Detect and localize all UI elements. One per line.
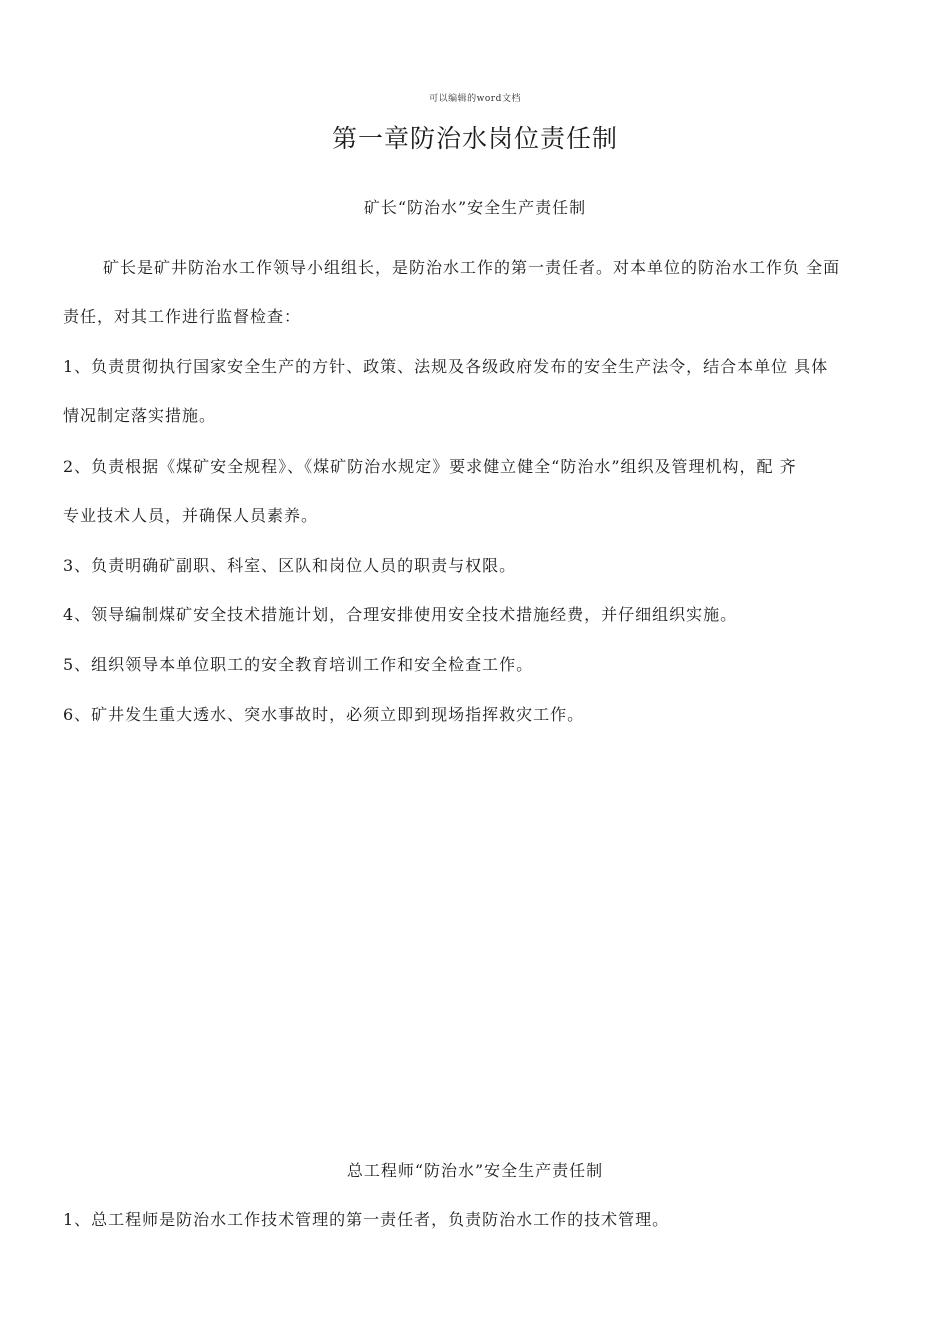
intro-paragraph-line: 责任，对其工作进行监督检查： [63, 307, 302, 326]
duty-item-1-line: 情况制定落实措施。 [63, 406, 217, 425]
duty-item-5: 5、组织领导本单位职工的安全教育培训工作和安全检查工作。 [63, 655, 534, 674]
duty-item-2-line: 专业技术人员，并确保人员素养。 [63, 506, 319, 525]
intro-paragraph-line: 矿长是矿井防治水工作领导小组组长，是防治水工作的第一责任者。对本单位的防治水工作负 全面 [103, 258, 841, 277]
duty-item-2-line: 2、负责根据《煤矿安全规程》、《煤矿防治水规定》要求健立健全“防治水”组织及管理机构，配 齐 [63, 457, 797, 476]
header-note: 可以编辑的word文档 [429, 94, 521, 104]
duty-item-1-line: 1、负责贯彻执行国家安全生产的方针、政策、法规及各级政府发布的安全生产法令，结合本单位 具体 [63, 357, 829, 376]
section-title-chief-engineer: 总工程师“防治水”安全生产责任制 [346, 1161, 604, 1180]
duty-item-6: 6、矿井发生重大透水、突水事故时，必须立即到现场指挥救灾工作。 [63, 705, 585, 724]
section-title-mine-manager: 矿长“防治水”安全生产责任制 [363, 198, 587, 217]
duty-item-3: 3、负责明确矿副职、科室、区队和岗位人员的职责与权限。 [63, 556, 517, 575]
duty-item-4: 4、领导编制煤矿安全技术措施计划，合理安排使用安全技术措施经费，并仔细组织实施。 [63, 605, 738, 624]
engineer-duty-item-1: 1、总工程师是防治水工作技术管理的第一责任者，负责防治水工作的技术管理。 [63, 1210, 670, 1229]
chapter-title: 第一章防治水岗位责任制 [331, 124, 618, 153]
